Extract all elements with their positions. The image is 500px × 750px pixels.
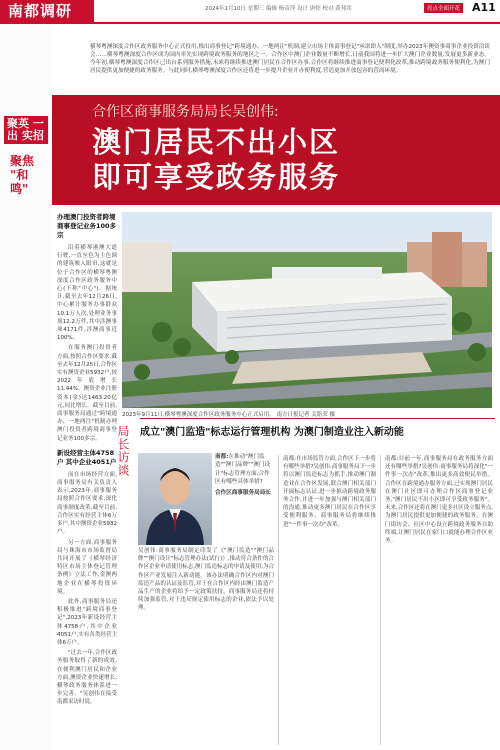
section-heading: 办理澳门投资者跨境商事登记业务100多宗 — [57, 213, 117, 239]
issue-meta: 2024年1月10日 星期三 编辑 杨帝萍 设计 唐婷 校对 黄邦宾 — [205, 6, 352, 12]
paragraph: 而在市场经营方面,商事服务局有关负责人表示,2023年,商事服务局按照合作区要求,深化商事制度改革,截至目前,合作区实有经营主体6万多户,其中澳资企业5932户。 — [57, 471, 117, 536]
photo-caption: 2023年9月11日,横琴粤澳深度合作区政务服务中心正式启用。 南方日报记者 关铭荣 摄 — [122, 412, 335, 418]
section-title: 南都调研 — [0, 0, 94, 22]
page-number: A11 — [472, 1, 496, 14]
interview-headline: 成立"澳门监造"标志运行管理机构 为澳门制造业注入新动能 — [140, 418, 495, 438]
interview-intro — [215, 453, 275, 497]
question-text: 在推动"澳门监造""澳门品牌""澳门设计"标志管理方面,合作区有哪些具体举措? — [215, 454, 271, 486]
column-logo — [0, 110, 52, 200]
headline-kicker: 合作区商事服务局局长吴创伟: — [92, 104, 279, 120]
interviewee-title: 合作区商事服务局局长 — [215, 489, 271, 496]
headline-line-2: 即可享受政务服务 — [92, 160, 341, 194]
left-article-column — [57, 213, 117, 707]
question-label: 南都: — [215, 454, 229, 460]
official-portrait — [138, 453, 212, 545]
header-tag: 亮点全面开花 — [424, 3, 463, 13]
paragraph: "过去一年,合作区政务服务取得了新的成效,在便利澳门居民和企业方面,澳资企业快速增长,横琴政务服务体系进一步完善。"吴创伟在接受南都采访时说。 — [57, 650, 117, 706]
column-divider — [380, 455, 381, 745]
interview-column-2: 南都:在市场监管方面,合作区下一步将有哪些举措?吴创伟:商事服务局下一步将以澳门监造标志为抓手,推动澳门制造业在合作区发展,联合澳门相关部门开展标志认证,进一步推动跨境政务服务合作,并进一步加强与澳门相关部门的沟通,推动更多澳门居民在合作区享受便利服务。商事服务局将继续推进"一件事一次办"改革。 — [283, 456, 376, 528]
aerial-photo-illustration — [122, 212, 492, 408]
header-rule — [0, 22, 500, 24]
interview-column-1: 吴创伟:商事服务局制定印发了《"澳门监造""澳门品牌""澳门设计"标志管理办法(试行)》,推动符合条件的合作区企业申请使用标志,澳门监造标志的申请及使用,为合作区产业发展注入新动能。该办法明确合作区内对澳门监造产品的认证及监管,对于在合作区内经由澳门监造产品生产的企业将给予一定政策扶持。商事服务局还将持续加强监管,对于违反规定使用标志的企业,依法予以处理。 — [138, 548, 274, 612]
paragraph: 在服务澳门投资者方面,按照合作区要求,截至去年12月25日,合作区实有澳资企业5932户,较2022年底增长11.44%。澳资企业注册资本(金)达1463.20亿元,同比增长。截至目前,商事服务局通过"跨境通办、一地两注"机制办理澳门投资者跨境商事登记业务100多宗。 — [57, 345, 117, 442]
portrait-illustration — [138, 453, 212, 545]
interview-column-3: 南都:目前一年,商事服务局在政务服务方面还有哪些举措?吴创伟:商事服务局将深化"一件事一次办"改革,推出更多高效便民举措。合作区在跨境通办服务方面,已实现澳门居民在澳门社区即可办理合作区商事登记业务,"澳门居民不出小区即可享受政务服务"。未来,合作区还将在澳门更多社区设立服务点,为澳门居民提供更加便捷的政务服务。在澳门街坊会、社区中心设立跨境政务服务自助终端,让澳门居民在家门口就能办理合作区业务。 — [385, 456, 493, 545]
lead-paragraph: 横琴粤澳深度合作区政务服务中心正式投用,推出商事登记"跨境通办、一地两注"机制,建立市场主体商事登记"承诺即入"制度,举办2023年澳资事商事企业投资洽谈会……横琴粤澳深度合作区成为国内率先实现跨境政务服务的地区之一。合作区中澳门企业数量不断增长,日前我国将进一步扩大澳门企业数量,发展更多新业态。今年初,横琴粤澳深度合作区已出台系列服务措施,未来将继续推进澳门居民在合作区办事,合作区将继续推进商事登记便利化改革,推动跨境政务服务便利化,为澳门居民提供更加便捷的政务服务。与此同时,横琴粤澳深度合作区还将进一步提升企业开办便利度,营造更加开放包容的营商环境。 — [90, 44, 490, 74]
headline-banner — [52, 95, 500, 205]
column-divider — [278, 455, 279, 745]
paragraph: 此外,商事服务局还积极推进"跨境商事登记",2023年新设经营主体4758户,其中企业4051户,实有各类经营主体6万户。 — [57, 598, 117, 646]
column-logo-bottom: 聚焦 "和鸣" — [10, 154, 35, 196]
service-center-photo — [122, 212, 492, 408]
section-heading: 新设经营主体4758户 其中企业4051户 — [57, 448, 117, 466]
paragraph: 另一方面,商事服务局与珠海市市场监督局共同开展了《横琴经济特区市场主体登记管理条例》立法工作,金澳两地企业在横琴投资环境。 — [57, 539, 117, 595]
paragraph: 沿着横琴港澳大道行驶,一直至色为主色调的建筑映入眼帘,这就是位于合作区的横琴粤澳深度合作区政务服务中心(下称"中心")。据统计,截至去年12月26日,中心累计服务办事群众10.1万人次,处理业务事项12.2万件,其中涉澳事项4171件,涉澳商事近100%。 — [57, 245, 117, 342]
column-logo-top: 聚英 一出 实招 — [4, 116, 48, 144]
headline-line-1: 澳门居民不出小区 — [92, 125, 341, 159]
column-side-label: 局长访谈 — [116, 425, 130, 477]
